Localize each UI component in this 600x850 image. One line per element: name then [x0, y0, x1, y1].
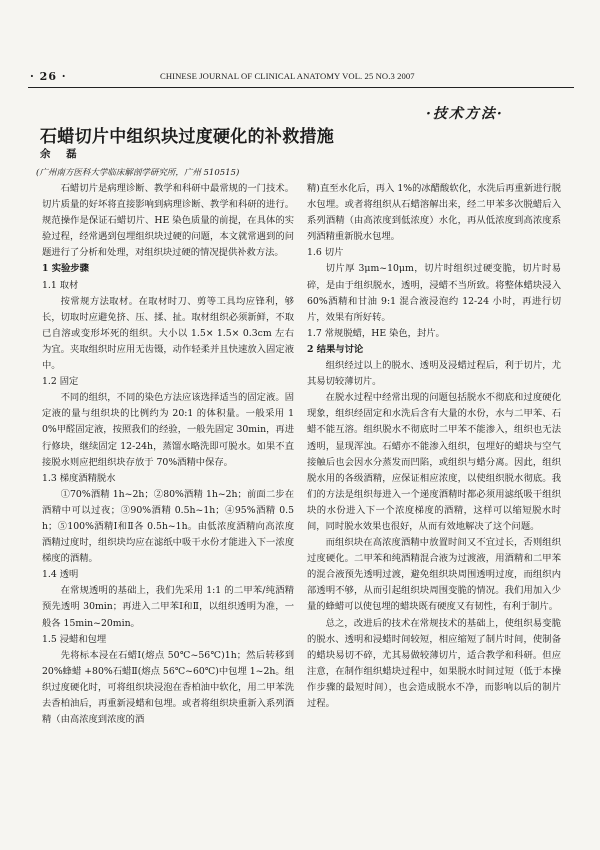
paragraph-sampling: 按常规方法取材。在取材时刀、剪等工具均应锋利，够长，切取时应避免挤、压、揉、扯。取材组织必须新鲜，不取已自溶或变形坏死的组织。大小以 1.5× 1.5× 0.3cm 左右为宜。夹取组织时应用无齿镊，动作轻柔并且快速放入固定液中。 [42, 295, 294, 372]
subsection-heading-1-5: 1.5 浸蜡和包埋 [42, 633, 107, 645]
paragraph-dehydration: ①70%酒精 1h~2h；②80%酒精 1h~2h；前面二步在酒精中可以过夜；③90%酒精 0.5h~1h；④95%酒精 0.5h；⑤100%酒精Ⅰ和Ⅱ各 0.5h~1h。由低浓度酒精向高浓度酒精过度时，组织块均应在滤纸中吸干水份才能进入下一浓度梯度的酒精。 [42, 488, 294, 565]
intro-paragraph: 石蜡切片是病理诊断、教学和科研中最常规的一门技术。切片质量的好坏将直接影响到病理诊断、教学和科研的进行。规范操作是保证石蜡切片、HE 染色质量的前提，在具体的实验过程，经常遇到包埋组织块过硬的问题，本文就常遇到的问题进行了分析和处理，对组织块过硬的情况提供补救方法。 [42, 183, 294, 259]
article-title: 石蜡切片中组织块过度硬化的补救措施 [40, 127, 335, 147]
paragraph-results-2: 在脱水过程中经常出现的问题包括脱水不彻底和过度硬化现象，组织经固定和水洗后含有大量的水份，水与二甲苯、石蜡不能互溶。组织脱水不彻底时二甲苯不能渗入，组织也无法透明，显现浑浊。石蜡亦不能渗入组织，包埋好的蜡块与空气接触后也会因水分蒸发而凹陷，或组织与蜡分离。因此，组织脱水用的各级酒精，应保证相应浓度，以使组织脱水彻底。我们的方法是组织每进入一个递度酒精时都必须用滤纸吸干组织块的水份进入下一个浓度梯度的酒精，这样可以缩短脱水时间，同时脱水效果也很好，从而有效地解决了这个问题。 [307, 392, 561, 532]
paragraph-results-1: 组织经过以上的脱水、透明及浸蜡过程后，利于切片，尤其易切较薄切片。 [307, 360, 561, 388]
journal-running-header: CHINESE JOURNAL OF CLINICAL ANATOMY VOL. 25 NO.3 2007 [160, 71, 415, 81]
section-tag: ·技术方法· [426, 106, 504, 122]
author-affiliation: (广州南方医科大学临床解剖学研究所，广州 510515) [36, 168, 240, 178]
left-column [42, 181, 294, 728]
subsection-heading-1-7: 1.7 常规脱蜡，HE 染色，封片。 [307, 327, 445, 339]
subsection-heading-1-3: 1.3 梯度酒精脱水 [42, 472, 116, 484]
page-number: · 26 · [30, 70, 67, 83]
subsection-heading-1-2: 1.2 固定 [42, 376, 79, 388]
header-rule [28, 87, 574, 88]
paragraph-conclusion: 总之，改进后的技术在常规技术的基础上，使组织易变脆的脱水、透明和浸蜡时间较短，相应缩短了制片时间，使制备的蜡块易切不碎，尤其易做较薄切片，适合教学和科研。但应注意，在制作组织蜡块过程中，如果脱水时间过短（低于本操作步骤的最短时间），也会造成脱水不净，而影响以后的制片过程。 [307, 617, 561, 709]
section-heading-2: 2 结果与讨论 [307, 343, 364, 355]
paragraph-embedding: 先将标本浸在石蜡Ⅰ(熔点 50℃~56℃)1h；然后转移到 20%蜂蜡 +80%石蜡Ⅱ(熔点 56℃~60℃)中包埋 1~2h。组织过度硬化时，可将组织块浸泡在香柏油中软化，用二甲苯洗去香柏油后，再重新浸蜡和包埋。或者将组织块重新入系列酒精（由高浓度到浓度的酒 [42, 649, 294, 726]
subsection-heading-1-4: 1.4 透明 [42, 569, 79, 581]
subsection-heading-1-6: 1.6 切片 [307, 247, 344, 259]
paragraph-results-3: 而组织块在高浓度酒精中放置时间又不宜过长，否则组织过度硬化。二甲苯和纯酒精混合液为过渡液，用酒精和二甲苯的混合液预先透明过渡，避免组织块周围透明过度，而组织内部透明不够，从而引起组织块周围变脆的情况。我们用加入少量的蜂蜡可以使包埋的蜡块既有硬度又有韧性，有利于制片。 [307, 537, 561, 613]
paragraph-fixation: 不同的组织，不同的染色方法应该选择适当的固定液。固定液的量与组织块的比例约为 20:1 的体积量。一般采用 10%甲醛固定液，按照我们的经验，一般先固定 30min，再进行修块，继续固定 12-24h，蒸馏水略洗即可脱水。如果不直接脱水则应把组织块存放于 70%酒精中保存。 [42, 392, 294, 468]
paragraph-embedding-continued: 精)直至水化后，再入 1%的冰醋酸软化，水洗后再重新进行脱水包埋。或者将组织从石蜡溶解出来，经二甲苯多次脱蜡后入系列酒精（由高浓度到低浓度）水化，再从低浓度到高浓度系列酒精重新脱水包埋。 [307, 183, 561, 243]
article-author: 余 磊 [40, 148, 83, 160]
paragraph-sectioning: 切片厚 3μm~10μm，切片时组织过硬变脆，切片时易碎，是由于组织脱水，透明，浸蜡不当所致。将整体蜡块浸入 60%酒精和甘油 9:1 混合液浸泡约 12-24 小时，再进行切片，效果有所好转。 [307, 263, 561, 323]
right-column [307, 181, 561, 712]
paragraph-clearing: 在常规透明的基础上，我们先采用 1:1 的二甲苯/纯酒精预先透明 30min；再进入二甲苯Ⅰ和Ⅱ，以组织透明为准，一般各 15min~20min。 [42, 585, 294, 629]
section-heading-1: 1 实验步骤 [42, 263, 89, 275]
subsection-heading-1-1: 1.1 取材 [42, 279, 79, 291]
